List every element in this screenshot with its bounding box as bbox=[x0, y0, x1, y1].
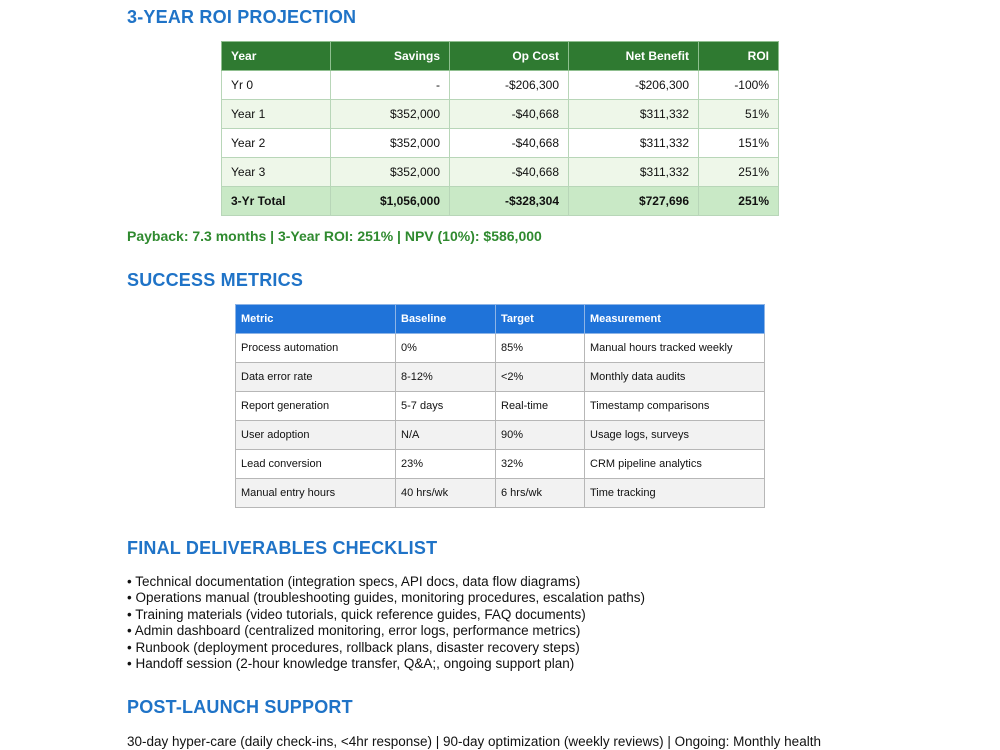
metrics-header-row bbox=[236, 305, 765, 334]
metrics-header-target: Target bbox=[496, 305, 585, 334]
roi-cell-roi: -100% bbox=[699, 71, 779, 100]
roi-total-roi: 251% bbox=[699, 187, 779, 216]
metrics-cell-target: <2% bbox=[496, 363, 585, 392]
roi-total-net-benefit: $727,696 bbox=[569, 187, 699, 216]
metrics-cell-measurement: Timestamp comparisons bbox=[585, 392, 765, 421]
metrics-cell-baseline: 0% bbox=[396, 334, 496, 363]
metrics-cell-baseline: 8-12% bbox=[396, 363, 496, 392]
roi-cell-op-cost: -$40,668 bbox=[450, 100, 569, 129]
list-item: • Training materials (video tutorials, quick reference guides, FAQ documents) bbox=[127, 606, 586, 622]
support-section-title: POST-LAUNCH SUPPORT bbox=[127, 697, 353, 717]
roi-header-op-cost: Op Cost bbox=[450, 42, 569, 71]
roi-summary: Payback: 7.3 months | 3-Year ROI: 251% | NPV (10%): $586,000 bbox=[127, 228, 542, 244]
roi-cell-op-cost: -$206,300 bbox=[450, 71, 569, 100]
roi-total-row bbox=[222, 187, 779, 216]
roi-cell-roi: 251% bbox=[699, 158, 779, 187]
roi-cell-year: Year 3 bbox=[222, 158, 331, 187]
roi-total-op-cost: -$328,304 bbox=[450, 187, 569, 216]
roi-section-title: 3-YEAR ROI PROJECTION bbox=[127, 7, 357, 27]
roi-header-savings: Savings bbox=[331, 42, 450, 71]
metrics-cell-measurement: Manual hours tracked weekly bbox=[585, 334, 765, 363]
roi-cell-year: Yr 0 bbox=[222, 71, 331, 100]
roi-total-savings: $1,056,000 bbox=[331, 187, 450, 216]
roi-table bbox=[221, 41, 779, 216]
roi-cell-op-cost: -$40,668 bbox=[450, 129, 569, 158]
deliverables-section-title: FINAL DELIVERABLES CHECKLIST bbox=[127, 538, 438, 558]
metrics-cell-target: Real-time bbox=[496, 392, 585, 421]
metrics-cell-metric: Lead conversion bbox=[236, 450, 396, 479]
roi-cell-net-benefit: -$206,300 bbox=[569, 71, 699, 100]
list-item: • Admin dashboard (centralized monitoring, error logs, performance metrics) bbox=[127, 623, 581, 639]
list-item: • Handoff session (2-hour knowledge transfer, Q&A;, ongoing support plan) bbox=[127, 656, 575, 672]
roi-cell-year: Year 2 bbox=[222, 129, 331, 158]
metrics-cell-measurement: Monthly data audits bbox=[585, 363, 765, 392]
metrics-row bbox=[236, 363, 765, 392]
metrics-header-metric: Metric bbox=[236, 305, 396, 334]
roi-cell-roi: 151% bbox=[699, 129, 779, 158]
metrics-cell-baseline: 5-7 days bbox=[396, 392, 496, 421]
roi-cell-savings: $352,000 bbox=[331, 100, 450, 129]
roi-header-row bbox=[222, 42, 779, 71]
roi-header-roi: ROI bbox=[699, 42, 779, 71]
metrics-cell-metric: Process automation bbox=[236, 334, 396, 363]
metrics-cell-measurement: Time tracking bbox=[585, 479, 765, 508]
metrics-cell-target: 90% bbox=[496, 421, 585, 450]
roi-cell-net-benefit: $311,332 bbox=[569, 129, 699, 158]
metrics-table bbox=[235, 304, 765, 508]
metrics-header-baseline: Baseline bbox=[396, 305, 496, 334]
metrics-cell-baseline: 40 hrs/wk bbox=[396, 479, 496, 508]
metrics-header-measurement: Measurement bbox=[585, 305, 765, 334]
roi-total-label: 3-Yr Total bbox=[222, 187, 331, 216]
roi-row bbox=[222, 129, 779, 158]
metrics-cell-target: 85% bbox=[496, 334, 585, 363]
metrics-cell-target: 32% bbox=[496, 450, 585, 479]
metrics-cell-measurement: CRM pipeline analytics bbox=[585, 450, 765, 479]
roi-cell-roi: 51% bbox=[699, 100, 779, 129]
metrics-row bbox=[236, 450, 765, 479]
metrics-row bbox=[236, 421, 765, 450]
roi-header-net-benefit: Net Benefit bbox=[569, 42, 699, 71]
metrics-row bbox=[236, 479, 765, 508]
roi-cell-year: Year 1 bbox=[222, 100, 331, 129]
metrics-cell-baseline: N/A bbox=[396, 421, 496, 450]
metrics-section-title: SUCCESS METRICS bbox=[127, 270, 304, 290]
metrics-cell-metric: Manual entry hours bbox=[236, 479, 396, 508]
metrics-row bbox=[236, 334, 765, 363]
roi-row bbox=[222, 71, 779, 100]
roi-header-year: Year bbox=[222, 42, 331, 71]
deliverables-list bbox=[127, 574, 645, 672]
list-item: • Operations manual (troubleshooting guides, monitoring procedures, escalation paths) bbox=[127, 590, 646, 606]
list-item: • Runbook (deployment procedures, rollback plans, disaster recovery steps) bbox=[127, 639, 580, 655]
list-item: • Technical documentation (integration specs, API docs, data flow diagrams) bbox=[127, 574, 581, 589]
metrics-cell-metric: Data error rate bbox=[236, 363, 396, 392]
metrics-row bbox=[236, 392, 765, 421]
support-description: 30-day hyper-care (daily check-ins, <4hr response) | 90-day optimization (weekly reviews) | Ongoing: Monthly health bbox=[127, 734, 821, 749]
roi-cell-op-cost: -$40,668 bbox=[450, 158, 569, 187]
roi-cell-savings: - bbox=[331, 71, 450, 100]
roi-cell-savings: $352,000 bbox=[331, 129, 450, 158]
metrics-cell-metric: User adoption bbox=[236, 421, 396, 450]
roi-cell-net-benefit: $311,332 bbox=[569, 158, 699, 187]
metrics-cell-measurement: Usage logs, surveys bbox=[585, 421, 765, 450]
roi-cell-net-benefit: $311,332 bbox=[569, 100, 699, 129]
metrics-cell-target: 6 hrs/wk bbox=[496, 479, 585, 508]
metrics-cell-metric: Report generation bbox=[236, 392, 396, 421]
metrics-cell-baseline: 23% bbox=[396, 450, 496, 479]
roi-row bbox=[222, 100, 779, 129]
roi-cell-savings: $352,000 bbox=[331, 158, 450, 187]
roi-row bbox=[222, 158, 779, 187]
